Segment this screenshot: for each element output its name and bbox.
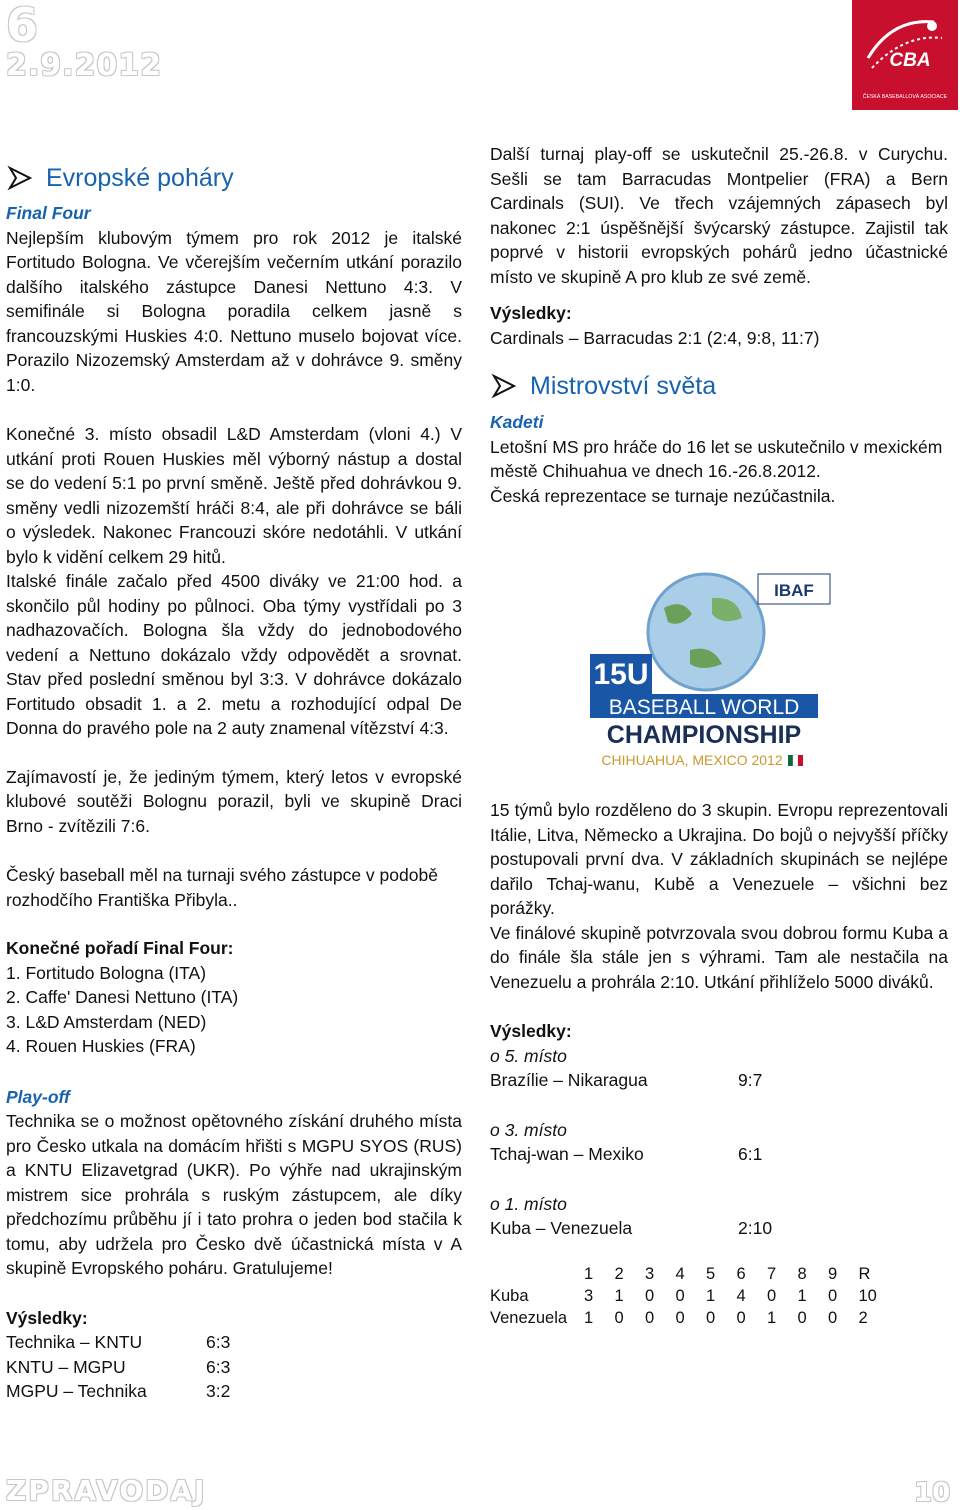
arrow-bullet-icon	[490, 372, 518, 400]
paragraph: Česká reprezentace se turnaje nezúčastnila.	[490, 485, 836, 506]
final-order-title: Konečné pořadí Final Four:	[6, 938, 234, 958]
paragraph: Italské finále začalo před 4500 diváky ve 21:00 hod. a skončilo půl hodiny po půlnoci. Oba týmy vystřídali po 3 nadhazovačích. Bologna šla vždy do jednobodového vedení a Nettuno dokázalo vždy odpovědět a srovnat. Stav před poslední směnou byl 3:3. V dohrávce dokázalo Fortitudo obsadit 1. a 2. metu a rozhodující odpal De Donna do pravého pole na 2 auty znamenal vítězství 4:3.	[6, 571, 462, 738]
paragraph: 15 týmů bylo rozděleno do 3 skupin. Evropu reprezentovali Itálie, Litva, Německo a Ukrajina. Do bojů o nejvyšší příčky postupovali první dva. V základních skupinách se nejlépe dařilo Tchaj-wanu, Kubě a Venezuele – všichni bez porážky.	[490, 800, 948, 918]
placing-label: o 5. místo	[490, 1045, 567, 1066]
inning-score: 0	[767, 1286, 777, 1305]
section-title: Evropské poháry	[46, 164, 234, 192]
linescore-row	[490, 1285, 948, 1307]
result-match: Tchaj-wan – Mexiko	[490, 1144, 644, 1164]
result-row	[6, 1379, 462, 1404]
paragraph: Ve finálové skupině potvrzovala svou dobrou formu Kuba a do finále šla stále jen s výhrami. Tam ale nestačila na Venezuelu a prohrála 2:10. Utkání přihlíželo 5000 diváků.	[490, 922, 948, 992]
paragraph: Technika se o možnost opětovného získání druhého místa pro Česko utkala na domácím hřišti s MGPU SYOS (RUS) a KNTU Elizavetgrad (UKR). Po výhře nad ukrajinským mistrem sice prohrála s ruským zástupcem, ale díky předchozímu průběhu jí i tato prohra o jeden bod stačila k tomu, aby udržela pro Česko dvě účastnická místa v A skupině Evropského poháru. Gratulujeme!	[6, 1111, 462, 1278]
cba-logo	[852, 0, 958, 110]
issue-number: 6	[6, 0, 39, 52]
result-score: 2:10	[738, 1218, 773, 1238]
result-line: Cardinals – Barracudas 2:1 (2:4, 9:8, 11:7)	[490, 327, 820, 348]
result-row	[490, 1068, 948, 1093]
logo-subtitle: ČESKÁ BASEBALLOVÁ ASOCIACE	[862, 94, 948, 100]
baseball-logo-icon	[852, 0, 958, 110]
list-item: 3. L&D Amsterdam (NED)	[6, 1011, 207, 1032]
inning-score: 0	[828, 1286, 838, 1305]
logo-line2: CHAMPIONSHIP	[606, 721, 802, 749]
inning-score: 0	[675, 1286, 685, 1305]
subheading-playoff: Play-off	[6, 1086, 70, 1107]
arrow-bullet-icon	[6, 164, 34, 192]
paragraph: Zajímavostí je, že jediným týmem, který letos v evropské klubové soutěži Bolognu porazil, byli ve skupině Draci Brno - zvítězili 7:6.	[6, 766, 462, 836]
inning-score: 1	[584, 1308, 594, 1327]
right-column	[490, 142, 948, 508]
results-title: Výsledky:	[490, 1021, 572, 1041]
inning-score: 4	[736, 1286, 746, 1305]
page-number: 10	[914, 1478, 951, 1508]
inning-score: 1	[706, 1286, 716, 1305]
runs-total: 2	[858, 1308, 868, 1327]
paragraph: Letošní MS pro hráče do 16 let se uskutečnilo v mexickém městě Chihuahua ve dnech 16.-26.8.2012.	[490, 436, 943, 481]
result-score: 3:2	[206, 1381, 231, 1401]
results-title: Výsledky:	[490, 303, 572, 323]
placing-label: o 1. místo	[490, 1193, 567, 1214]
result-match: KNTU – MGPU	[6, 1356, 126, 1377]
result-score: 9:7	[738, 1070, 763, 1090]
inning-header: 4	[675, 1264, 685, 1283]
paragraph: Další turnaj play-off se uskutečnil 25.-26.8. v Curychu. Sešli se tam Barracudas Montpelier (FRA) a Bern Cardinals (SUI). Ve třech vzájemných zápasech byl nakonec 2:1 úspěšnější švýcarský zástupce. Zajistil tak poprvé v historii evropských pohárů jedno účastnické místo ve skupině A pro klub ze své země.	[490, 144, 948, 287]
result-row	[490, 1216, 948, 1241]
subheading-final-four: Final Four	[6, 203, 91, 223]
inning-header: 2	[614, 1264, 624, 1283]
results-title: Výsledky:	[6, 1307, 88, 1328]
subheading-kadeti: Kadeti	[490, 412, 544, 432]
inning-score: 0	[706, 1308, 716, 1327]
result-score: 6:1	[738, 1144, 763, 1164]
inning-score: 0	[675, 1308, 685, 1327]
inning-header: 6	[736, 1264, 746, 1283]
left-column	[6, 160, 462, 1404]
result-row	[6, 1330, 462, 1355]
paragraph: Konečné 3. místo obsadil L&D Amsterdam (vloni 4.) V utkání proti Rouen Huskies měl výborný nástup a dostal se do vedení 5:1 po první směně. Ještě před dohrávkou 9. směny vedli nizozemští hráči 8:4, ale při dohrávce se báli o výsledek. Nakonec Francouzi skóre nedotáhli. V utkání bylo k vidění celkem 29 hitů.	[6, 424, 462, 567]
list-item: 1. Fortitudo Bologna (ITA)	[6, 962, 207, 983]
linescore-row	[490, 1307, 948, 1329]
issue-date: 2.9.2012	[6, 48, 163, 83]
inning-header: 9	[828, 1264, 838, 1283]
world-championship-logo-icon	[572, 568, 836, 776]
result-match: Technika – KNTU	[6, 1332, 143, 1352]
ibaf-text: IBAF	[774, 581, 814, 600]
inning-header: 7	[767, 1264, 777, 1283]
paragraph: Nejlepším klubovým týmem pro rok 2012 je italské Fortitudo Bologna. Ve včerejším večerním utkání porazilo dalšího italského zástupce Danesi Nettuno 4:3. V semifinále si Bologna poradila celkem jasně s francouzskými Huskies 4:0. Nettuno muselo bojovat více. Porazilo Nizozemský Amsterdam až v dohrávce 9. směny 1:0.	[6, 227, 462, 395]
right-column-lower	[490, 798, 948, 1329]
result-row	[6, 1355, 462, 1380]
inning-score: 1	[614, 1286, 624, 1305]
linescore-table	[490, 1263, 948, 1329]
inning-score: 0	[736, 1308, 746, 1327]
list-item: 4. Rouen Huskies (FRA)	[6, 1036, 196, 1056]
placing-label: o 3. místo	[490, 1119, 567, 1140]
section-heading-european-cups	[6, 160, 462, 196]
inning-score: 0	[828, 1308, 838, 1327]
inning-score: 1	[797, 1286, 807, 1305]
runs-total: 10	[858, 1286, 877, 1305]
inning-header: 5	[706, 1264, 716, 1283]
result-score: 6:3	[206, 1332, 231, 1352]
result-match: Kuba – Venezuela	[490, 1218, 633, 1238]
logo-line1: BASEBALL WORLD	[608, 696, 800, 719]
inning-score: 1	[767, 1308, 777, 1327]
team-name: Venezuela	[490, 1308, 568, 1327]
runs-header: R	[858, 1264, 871, 1283]
result-match: MGPU – Technika	[6, 1381, 147, 1401]
badge-text: 15U	[593, 658, 649, 691]
section-heading-world-championship	[490, 368, 948, 404]
inning-score: 0	[614, 1308, 624, 1327]
logo-text: CBA	[889, 50, 931, 71]
inning-score: 3	[584, 1286, 594, 1305]
result-match: Brazílie – Nikaragua	[490, 1070, 648, 1090]
inning-score: 0	[797, 1308, 807, 1327]
inning-header: 8	[797, 1264, 807, 1283]
team-name: Kuba	[490, 1286, 529, 1305]
championship-logo	[572, 568, 836, 776]
paragraph: Český baseball měl na turnaji svého zástupce v podobě rozhodčího Františka Přibyla..	[6, 865, 438, 910]
magazine-name: ZPRAVODAJ	[6, 1474, 207, 1507]
list-item: 2. Caffe' Danesi Nettuno (ITA)	[6, 987, 239, 1007]
inning-score: 0	[645, 1286, 655, 1305]
result-score: 6:3	[206, 1356, 231, 1377]
result-row	[490, 1142, 948, 1167]
inning-header: 1	[584, 1264, 594, 1283]
section-title: Mistrovství světa	[530, 372, 717, 400]
inning-header: 3	[645, 1264, 655, 1283]
linescore-header	[490, 1263, 948, 1285]
logo-line3: CHIHUAHUA, MEXICO 2012	[601, 752, 783, 768]
inning-score: 0	[645, 1308, 655, 1327]
